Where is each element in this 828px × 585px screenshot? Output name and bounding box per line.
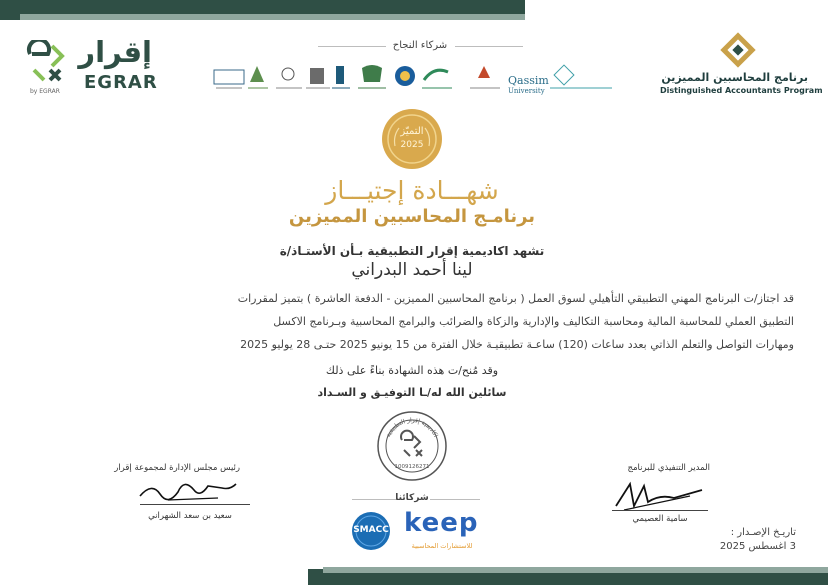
program-name-en: Distinguished Accountants Program	[660, 86, 823, 95]
partner-logo-1	[214, 70, 244, 88]
partner-logo-2	[248, 66, 268, 88]
partner-logo-6	[358, 65, 386, 88]
partners-title: شركاء النجاح	[392, 40, 448, 51]
left-signatory-role: رئيس مجلس الإدارة لمجموعة إقرار	[114, 463, 240, 473]
keep-logo-text: keep	[404, 508, 479, 538]
egrar-byline: by EGRAR	[30, 88, 60, 95]
keep-logo-subtitle: للاستشارات المحاسبية	[411, 542, 473, 550]
qassim-university-logo	[508, 74, 549, 95]
left-signature	[138, 472, 238, 506]
egrar-logo-mark	[26, 40, 70, 88]
stamp-number: 1009126271	[394, 464, 430, 470]
partner-logos-strip	[212, 62, 622, 96]
bottom-band-accent	[323, 567, 828, 573]
svg-text:Qassim: Qassim	[508, 74, 549, 87]
certificate-subtitle: برنامـج المحاسبين المميزين	[288, 206, 536, 227]
wish-line: سائلين الله له/ـا التوفيـق و السـداد	[317, 386, 507, 399]
issue-date-label: تاريـخ الإصـدار :	[730, 527, 796, 538]
program-logo-icon	[720, 32, 756, 68]
body-line-2: التطبيق العملي للمحاسبة المالية ومحاسبة التكاليف والإدارية والزكاة والضرائب والبرامج المحاسبية وبـرنامج الاكسل	[273, 315, 794, 328]
certificate-title: شهـــادة إجتيـــاز	[325, 176, 499, 205]
issue-date-value: 3 اغسطس 2025	[719, 541, 796, 552]
program-name-ar: برنامج المحاسبين المميزين	[661, 71, 808, 84]
partner-logo-9	[470, 66, 500, 88]
medal-year: 2025	[400, 140, 424, 150]
smacc-logo-text: SMACC	[353, 525, 389, 535]
partners-title-line-right	[455, 46, 523, 47]
egrar-name-en: EGRAR	[84, 72, 158, 93]
granted-line: وقد مُنح/ت هذه الشهادة بناءً على ذلك	[325, 364, 499, 377]
right-signatory-role: المدير التنفيذي للبرنامج	[627, 463, 710, 473]
partner-logo-7	[395, 66, 415, 86]
official-stamp	[376, 410, 448, 482]
svg-text:University: University	[508, 87, 545, 95]
right-signature-line	[612, 510, 708, 511]
medal-label: التميّز	[400, 126, 424, 137]
partner-logo-4	[306, 68, 330, 88]
excellence-medal	[381, 108, 443, 170]
body-line-3: ومهارات التواصل والتعلم الذاتي بعدد ساعات (120) ساعـة تطبيقيـة خلال الفترة من 15 يونيو 2025 حتـى 28 يوليو 2025	[240, 338, 794, 351]
partner-logo-11	[550, 65, 612, 88]
recipient-name: لينا أحمد البدراني	[351, 260, 473, 280]
partners-title-line-left	[318, 46, 386, 47]
partner-logo-8	[422, 70, 452, 88]
stamp-ring-text: اكاديمية إقرار التطبيقية	[384, 416, 440, 439]
egrar-name-ar: إقرار	[78, 35, 152, 69]
body-line-1: قد اجتاز/ت البرنامج المهني التطبيقي التأهيلي لسوق العمل ( برنامج المحاسبين المميزين - الدفعة العاشرة ) بتميز لمقررات	[237, 292, 794, 305]
testify-line: تشهد اكاديمية إقرار التطبيقية بـأن الأستـاذ/ة	[279, 244, 545, 258]
left-signatory-name: سعيد بن سعد الشهراني	[148, 511, 232, 521]
left-signature-line	[140, 504, 250, 505]
partner-logo-5	[332, 66, 350, 88]
right-signatory-name: سامية العصيمي	[632, 514, 688, 524]
top-band-accent	[20, 14, 525, 20]
partner-logo-3	[276, 68, 302, 88]
partners-bottom-title: شركائنا	[395, 493, 429, 503]
partners-bottom-line-right	[430, 499, 480, 500]
partner-logos	[212, 62, 622, 96]
